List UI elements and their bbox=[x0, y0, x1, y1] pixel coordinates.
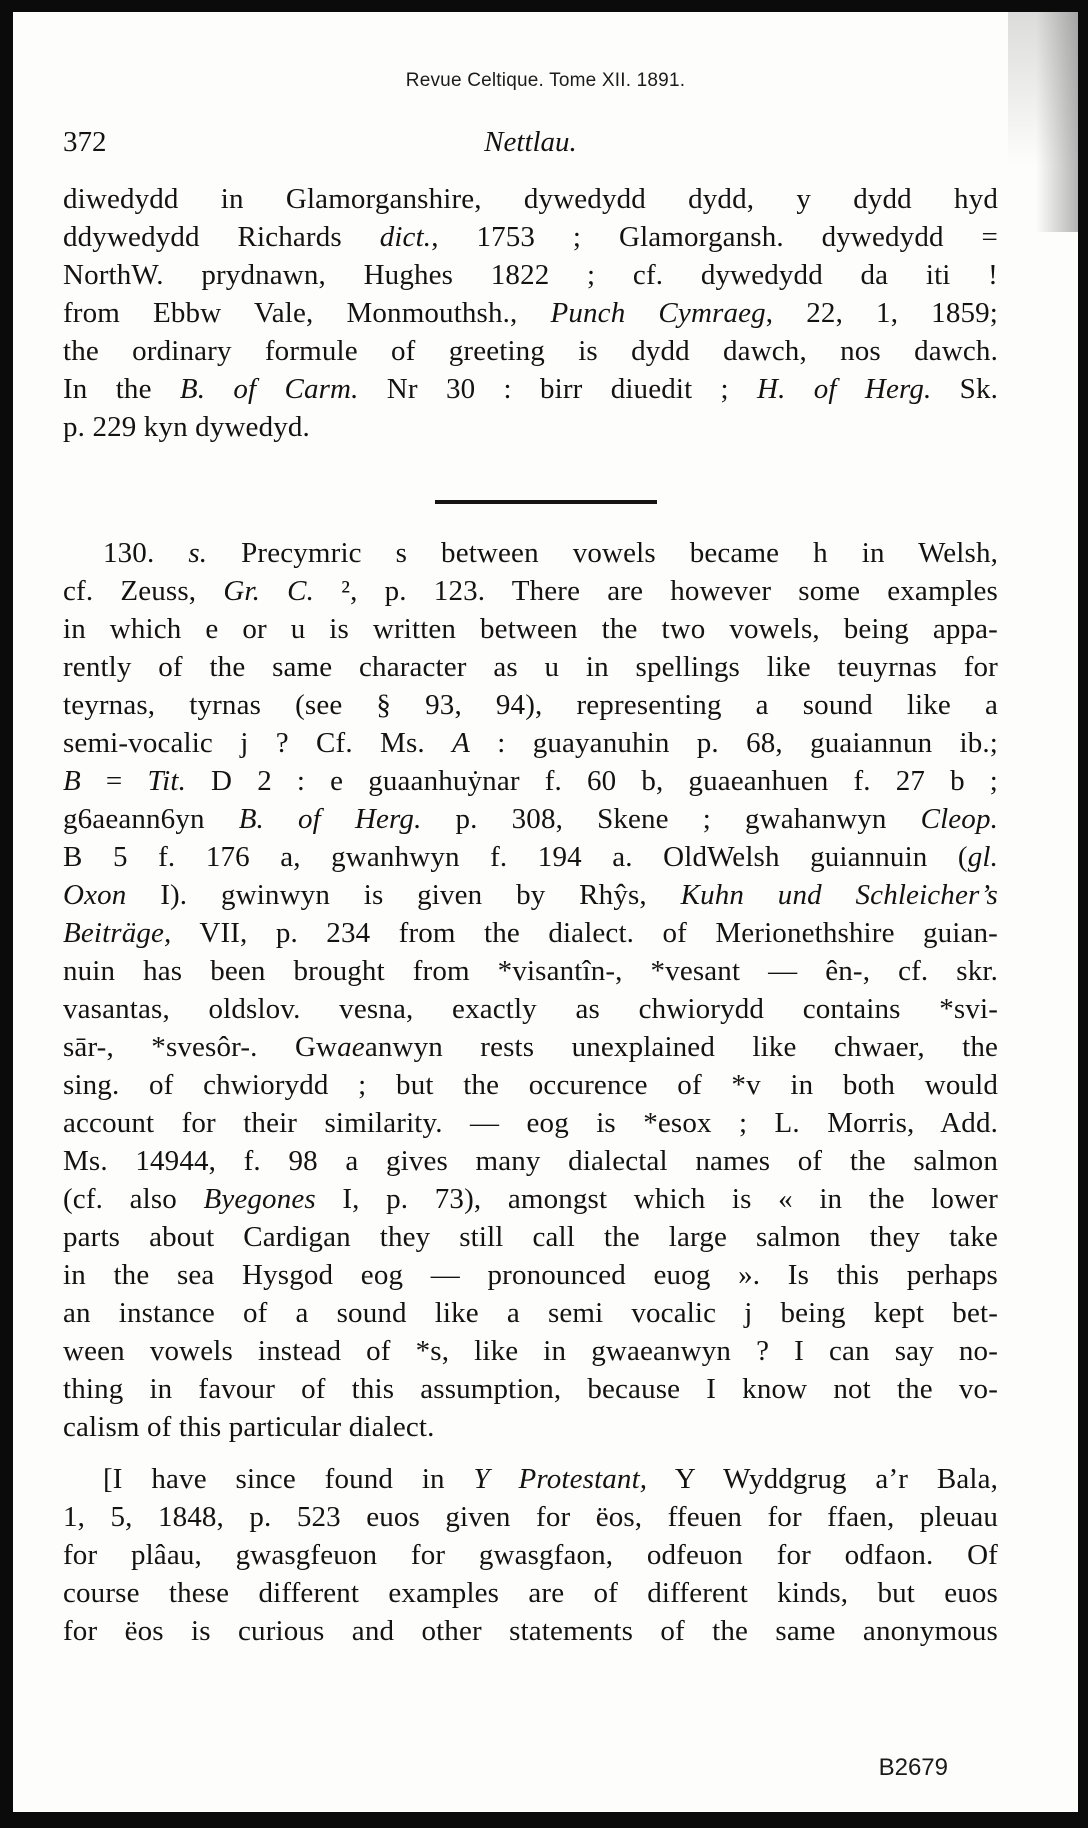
section-divider-rule bbox=[435, 500, 657, 504]
text-line: Beiträge, VII, p. 234 from the dialect. of Merionethshire guian- bbox=[63, 917, 998, 949]
paragraph-protestant-note bbox=[63, 1460, 998, 1650]
text-line: an instance of a sound like a semi vocalic j being kept bet- bbox=[63, 1297, 998, 1329]
text-line: B = Tit. D 2 : e guaanhuẏnar f. 60 b, guaeanhuen f. 27 b ; bbox=[63, 765, 998, 797]
text-line: parts about Cardigan they still call the large salmon they take bbox=[63, 1221, 998, 1253]
footer-code: B2679 bbox=[878, 1754, 948, 1781]
text-line: Oxon I). gwinwyn is given by Rhŷs, Kuhn und Schleicher’s bbox=[63, 879, 998, 911]
text-line: ddywedydd Richards dict., 1753 ; Glamorgansh. dywedydd = bbox=[63, 221, 998, 253]
text-line: for plâau, gwasgfeuon for gwasgfaon, odfeuon for odfaon. Of bbox=[63, 1539, 998, 1571]
text-line: 130. s. Precymric s between vowels became h in Welsh, bbox=[103, 537, 998, 569]
text-line: p. 229 kyn dywedyd. bbox=[63, 411, 310, 443]
text-line: NorthW. prydnawn, Hughes 1822 ; cf. dywedydd da iti ! bbox=[63, 259, 998, 291]
text-line: for ëos is curious and other statements of the same anonymous bbox=[63, 1615, 998, 1647]
text-line: sing. of chwiorydd ; but the occurence of *v in both would bbox=[63, 1069, 998, 1101]
text-line: sār-, *svesôr-. Gwaeanwyn rests unexplained like chwaer, the bbox=[63, 1031, 998, 1063]
text-line: the ordinary formule of greeting is dydd dawch, nos dawch. bbox=[63, 335, 998, 367]
text-line: in the sea Hysgod eog — pronounced euog ». Is this perhaps bbox=[63, 1259, 998, 1291]
text-line: B 5 f. 176 a, gwanhwyn f. 194 a. OldWelsh guiannuin (gl. bbox=[63, 841, 998, 873]
text-line: vasantas, oldslov. vesna, exactly as chwiorydd contains *svi- bbox=[63, 993, 998, 1025]
page-number: 372 bbox=[63, 126, 107, 158]
text-line: (cf. also Byegones I, p. 73), amongst which is « in the lower bbox=[63, 1183, 998, 1215]
text-line: account for their similarity. — eog is *esox ; L. Morris, Add. bbox=[63, 1107, 998, 1139]
text-line: from Ebbw Vale, Monmouthsh., Punch Cymraeg, 22, 1, 1859; bbox=[63, 297, 998, 329]
page bbox=[13, 12, 1078, 1812]
text-line: thing in favour of this assumption, because I know not the vo- bbox=[63, 1373, 998, 1405]
text-line: in which e or u is written between the two vowels, being appa- bbox=[63, 613, 998, 645]
text-line: Ms. 14944, f. 98 a gives many dialectal names of the salmon bbox=[63, 1145, 998, 1177]
text-line: course these different examples are of different kinds, but euos bbox=[63, 1577, 998, 1609]
running-header-row bbox=[63, 126, 998, 166]
text-line: g6aeann6yn B. of Herg. p. 308, Skene ; gwahanwyn Cleop. bbox=[63, 803, 998, 835]
paragraph-diwedydd bbox=[63, 180, 998, 446]
text-line: [I have since found in Y Protestant, Y Wyddgrug a’r Bala, bbox=[103, 1463, 998, 1495]
text-line: cf. Zeuss, Gr. C. ², p. 123. There are however some examples bbox=[63, 575, 998, 607]
paragraph-section-130 bbox=[63, 534, 998, 1446]
text-line: ween vowels instead of *s, like in gwaeanwyn ? I can say no- bbox=[63, 1335, 998, 1367]
text-line: calism of this particular dialect. bbox=[63, 1411, 435, 1443]
text-line: In the B. of Carm. Nr 30 : birr diuedit ; H. of Herg. Sk. bbox=[63, 373, 998, 405]
text-line: nuin has been brought from *visantîn-, *vesant — ên-, cf. skr. bbox=[63, 955, 998, 987]
running-head: Nettlau. bbox=[484, 126, 577, 158]
scan-header-label: Revue Celtique. Tome XII. 1891. bbox=[405, 70, 686, 91]
text-line: diwedydd in Glamorganshire, dywedydd dydd, y dydd hyd bbox=[63, 183, 998, 215]
text-line: teyrnas, tyrnas (see § 93, 94), representing a sound like a bbox=[63, 689, 998, 721]
text-line: semi-vocalic j ? Cf. Ms. A : guayanuhin p. 68, guaiannun ib.; bbox=[63, 727, 998, 759]
text-line: 1, 5, 1848, p. 523 euos given for ëos, ffeuen for ffaen, pleuau bbox=[63, 1501, 998, 1533]
text-line: rently of the same character as u in spellings like teuyrnas for bbox=[63, 651, 998, 683]
